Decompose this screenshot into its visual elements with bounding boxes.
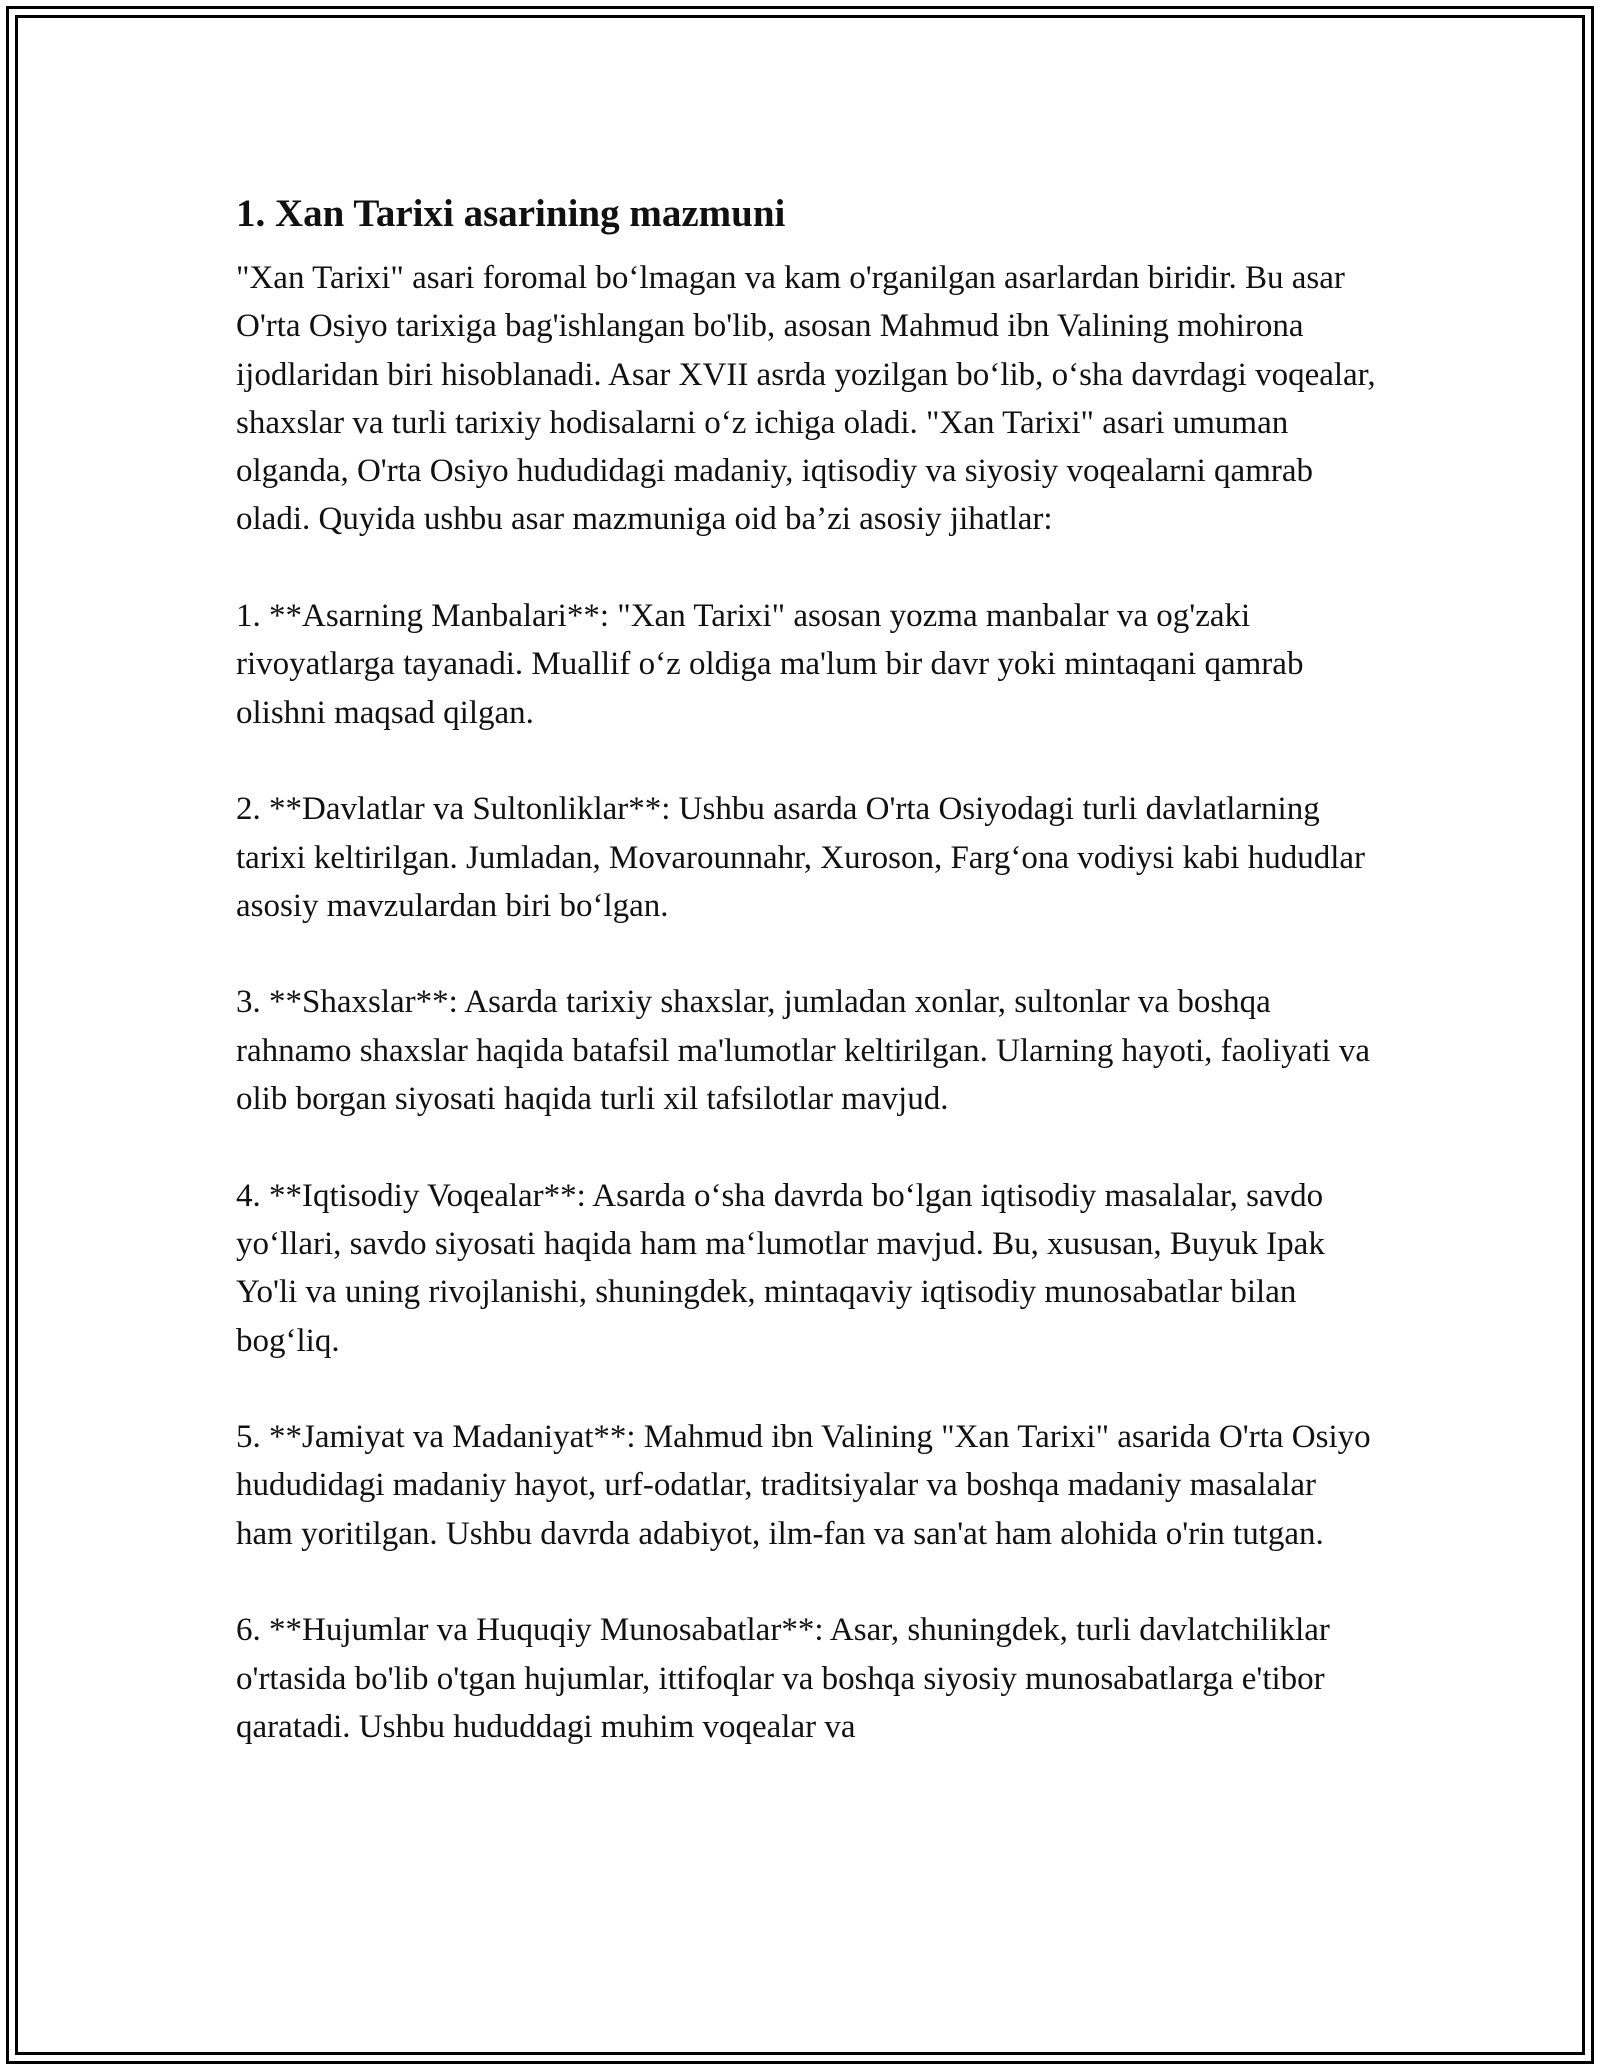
- list-item-culture: 5. **Jamiyat va Madaniyat**: Mahmud ibn Valining "Xan Tarixi" asarida O'rta Osiyo hududidagi madaniy hayot, urf-odatlar, traditsiyalar va boshqa madaniy masalalar ham yoritilgan. Ushbu davrda adabiyot, ilm-fan va san'at ham alohida o'rin tutgan.: [236, 1419, 1371, 1552]
- intro-paragraph: "Xan Tarixi" asari foromal bo‘lmagan va kam o'rganilgan asarlardan biridir. Bu asar O'rta Osiyo tarixiga bag'ishlangan bo'lib, asosan Mahmud ibn Valining mohirona ijodlaridan biri hisoblanadi. Asar XVII asrda yozilgan bo‘lib, o‘sha davrdagi voqealar, shaxslar va turli tarixiy hodisalarni o‘z ichiga oladi. "Xan Tarixi" asari umuman olganda, O'rta Osiyo hududidagi madaniy, iqtisodiy va siyosiy voqealarni qamrab oladi. Quyida ushbu asar mazmuniga oid ba’zi asosiy jihatlar:: [236, 260, 1376, 538]
- section-heading: 1. Xan Tarixi asarining mazmuni: [236, 192, 786, 235]
- page-content: [236, 186, 1376, 1800]
- list-item-states: 2. **Davlatlar va Sultonliklar**: Ushbu asarda O'rta Osiyodagi turli davlatlarning tarixi keltirilgan. Jumladan, Movarounnahr, Xuroson, Farg‘ona vodiysi kabi hududlar asosiy mavzulardan biri bo‘lgan.: [236, 791, 1366, 924]
- list-item-relations: 6. **Hujumlar va Huquqiy Munosabatlar**: Asar, shuningdek, turli davlatchiliklar o'rtasida bo'lib o'tgan hujumlar, ittifoqlar va boshqa siyosiy munosabatlarga e'tibor qaratadi. Ushbu hududdagi muhim voqealar va: [236, 1612, 1330, 1745]
- list-item-persons: 3. **Shaxslar**: Asarda tarixiy shaxslar, jumladan xonlar, sultonlar va boshqa rahnamo shaxslar haqida batafsil ma'lumotlar keltirilgan. Ularning hayoti, faoliyati va olib borgan siyosati haqida turli xil tafsilotlar mavjud.: [236, 984, 1371, 1118]
- list-item-sources: 1. **Asarning Manbalari**: "Xan Tarixi" asosan yozma manbalar va og'zaki rivoyatlarga tayanadi. Muallif o‘z oldiga ma'lum bir davr yoki mintaqani qamrab olishni maqsad qilgan.: [236, 598, 1304, 731]
- list-item-economy: 4. **Iqtisodiy Voqealar**: Asarda o‘sha davrda bo‘lgan iqtisodiy masalalar, savdo yo‘llari, savdo siyosati haqida ham ma‘lumotlar mavjud. Bu, xususan, Buyuk Ipak Yo'li va uning rivojlanishi, shuningdek, mintaqaviy iqtisodiy munosabatlar bilan bog‘liq.: [236, 1177, 1325, 1359]
